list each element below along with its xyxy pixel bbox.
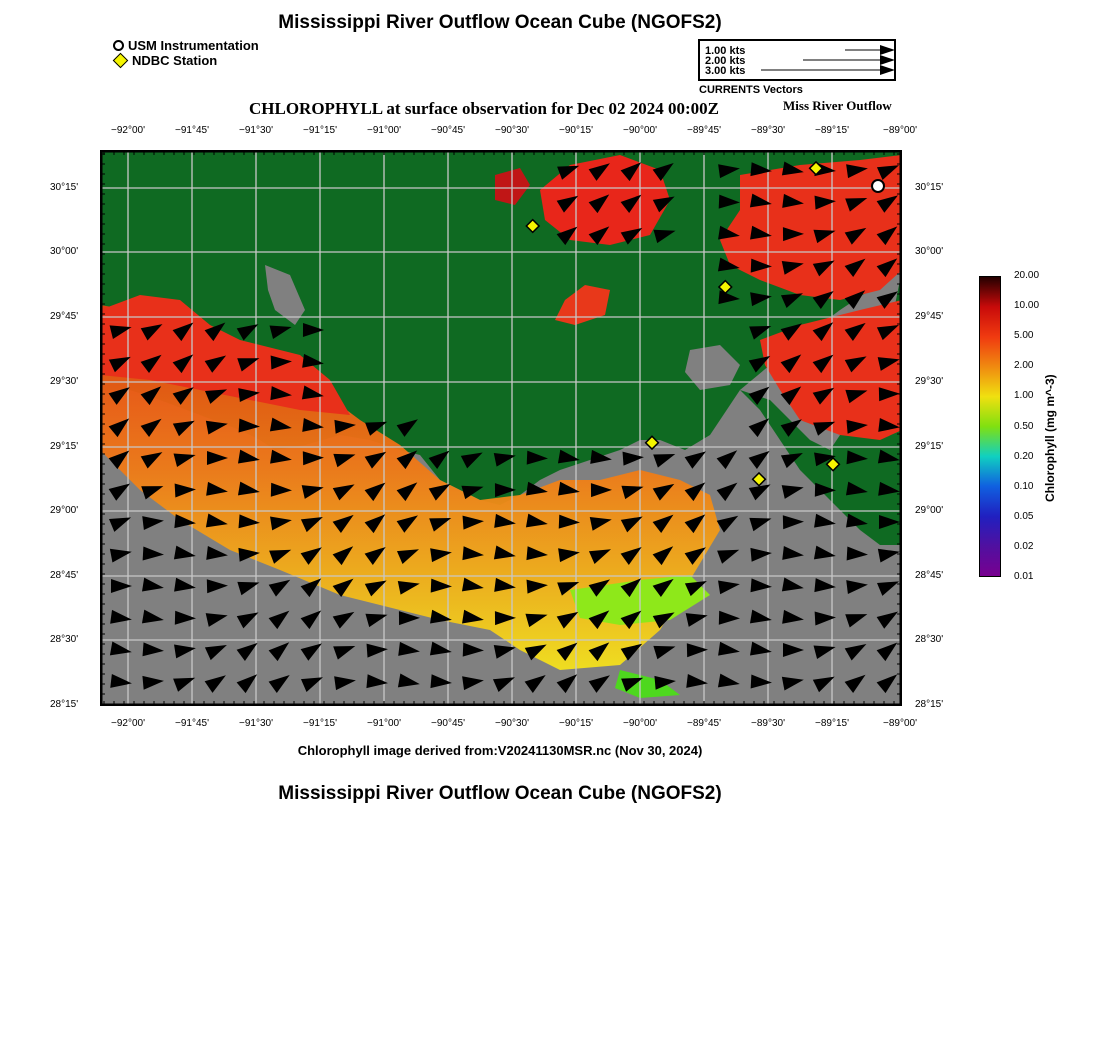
map-frame[interactable] bbox=[100, 150, 902, 706]
lon-tick-label: −91°00' bbox=[367, 125, 401, 136]
usm-instrument-marker bbox=[872, 180, 884, 192]
vector-legend-item: 3.00 kts bbox=[705, 65, 746, 77]
lat-tick-label: 30°00' bbox=[50, 246, 79, 257]
lat-tick-label: 29°00' bbox=[915, 505, 944, 516]
colorbar-tick-label: 1.00 bbox=[1014, 390, 1034, 402]
lon-tick-label: −90°45' bbox=[431, 718, 465, 729]
lon-tick-label: −90°45' bbox=[431, 125, 465, 136]
lat-tick-label: 28°45' bbox=[50, 570, 79, 581]
source-caption: Chlorophyll image derived from:V20241130MSR.nc (Nov 30, 2024) bbox=[297, 743, 703, 758]
lon-tick-label: −89°45' bbox=[687, 125, 721, 136]
lon-tick-label: −89°00' bbox=[883, 718, 917, 729]
lat-tick-label: 30°15' bbox=[915, 182, 944, 193]
lat-tick-label: 28°45' bbox=[915, 570, 944, 581]
colorbar-tick-label: 20.00 bbox=[1014, 270, 1040, 281]
lon-tick-label: −90°30' bbox=[495, 718, 529, 729]
lon-tick-label: −91°30' bbox=[239, 125, 273, 136]
colorbar-tick-label: 0.05 bbox=[1014, 510, 1034, 522]
lon-tick-label: −89°30' bbox=[751, 718, 785, 729]
lon-tick-label: −91°45' bbox=[175, 718, 209, 729]
colorbar-tick-label: 0.20 bbox=[1014, 450, 1034, 462]
colorbar-tick-label: 5.00 bbox=[1014, 330, 1034, 342]
colorbar bbox=[979, 276, 1001, 577]
lon-tick-label: −89°30' bbox=[751, 125, 785, 136]
vector-legend-item: 1.00 kts bbox=[705, 45, 746, 57]
vector-legend-arrows bbox=[700, 41, 896, 81]
lon-tick-label: −91°15' bbox=[303, 125, 337, 136]
lon-tick-label: −90°00' bbox=[623, 718, 657, 729]
legend-ndbc bbox=[113, 53, 259, 68]
lon-tick-label: −92°00' bbox=[111, 718, 145, 729]
symbol-legend bbox=[113, 38, 259, 68]
lon-tick-label: −90°00' bbox=[623, 125, 657, 136]
lat-tick-label: 28°30' bbox=[915, 634, 944, 645]
lon-tick-label: −90°15' bbox=[559, 125, 593, 136]
vector-arrow-3kt bbox=[761, 65, 895, 75]
vector-legend-item: 2.00 kts bbox=[705, 55, 746, 67]
lon-tick-label: −89°00' bbox=[883, 125, 917, 136]
lat-tick-label: 28°15' bbox=[915, 699, 944, 710]
lat-tick-label: 29°30' bbox=[50, 376, 79, 387]
lat-tick-label: 28°15' bbox=[50, 699, 79, 710]
vector-legend-box bbox=[698, 39, 896, 81]
colorbar-tick-label: 0.10 bbox=[1014, 480, 1034, 492]
lat-tick-label: 29°15' bbox=[50, 441, 79, 452]
ndbc-diamond-icon bbox=[113, 53, 129, 69]
lon-tick-label: −91°45' bbox=[175, 125, 209, 136]
colorbar-tick-label: 10.00 bbox=[1014, 300, 1040, 312]
lon-tick-label: −89°45' bbox=[687, 718, 721, 729]
lat-tick-label: 29°30' bbox=[915, 376, 944, 387]
usm-circle-icon bbox=[113, 40, 124, 51]
colorbar-tick-label: 0.01 bbox=[1014, 571, 1034, 582]
colorbar-tick-label: 0.02 bbox=[1014, 540, 1034, 552]
page-title: Mississippi River Outflow Ocean Cube (NGOFS2) bbox=[278, 12, 722, 33]
colorbar-tick-label: 2.00 bbox=[1014, 360, 1034, 372]
lon-tick-label: −89°15' bbox=[815, 125, 849, 136]
lon-tick-label: −90°30' bbox=[495, 125, 529, 136]
map-subtitle: CHLOROPHYLL at surface observation for Dec 02 2024 00:00Z bbox=[249, 99, 719, 118]
lon-tick-label: −91°30' bbox=[239, 718, 273, 729]
lon-tick-label: −91°15' bbox=[303, 718, 337, 729]
footer-title: Mississippi River Outflow Ocean Cube (NGOFS2) bbox=[278, 783, 722, 804]
vector-arrow-1kt bbox=[845, 45, 895, 55]
lat-tick-label: 30°00' bbox=[915, 246, 944, 257]
legend-usm bbox=[113, 38, 259, 53]
lat-tick-label: 29°45' bbox=[50, 311, 79, 322]
vector-legend-title: CURRENTS Vectors bbox=[699, 84, 803, 96]
colorbar-tick-label: 0.50 bbox=[1014, 420, 1034, 432]
lon-tick-label: −89°15' bbox=[815, 718, 849, 729]
lon-tick-label: −92°00' bbox=[111, 125, 145, 136]
lat-tick-label: 29°15' bbox=[915, 441, 944, 452]
lat-tick-label: 29°00' bbox=[50, 505, 79, 516]
lat-tick-label: 30°15' bbox=[50, 182, 79, 193]
lat-tick-label: 28°30' bbox=[50, 634, 79, 645]
region-label: Miss River Outflow bbox=[783, 98, 892, 113]
lon-tick-label: −91°00' bbox=[367, 718, 401, 729]
vector-arrow-2kt bbox=[803, 55, 895, 65]
legend-usm-label: USM Instrumentation bbox=[128, 38, 259, 53]
legend-ndbc-label: NDBC Station bbox=[132, 53, 218, 68]
colorbar-title: Chlorophyll (mg m^-3) bbox=[1043, 374, 1057, 502]
lat-tick-label: 29°45' bbox=[915, 311, 944, 322]
lon-tick-label: −90°15' bbox=[559, 718, 593, 729]
